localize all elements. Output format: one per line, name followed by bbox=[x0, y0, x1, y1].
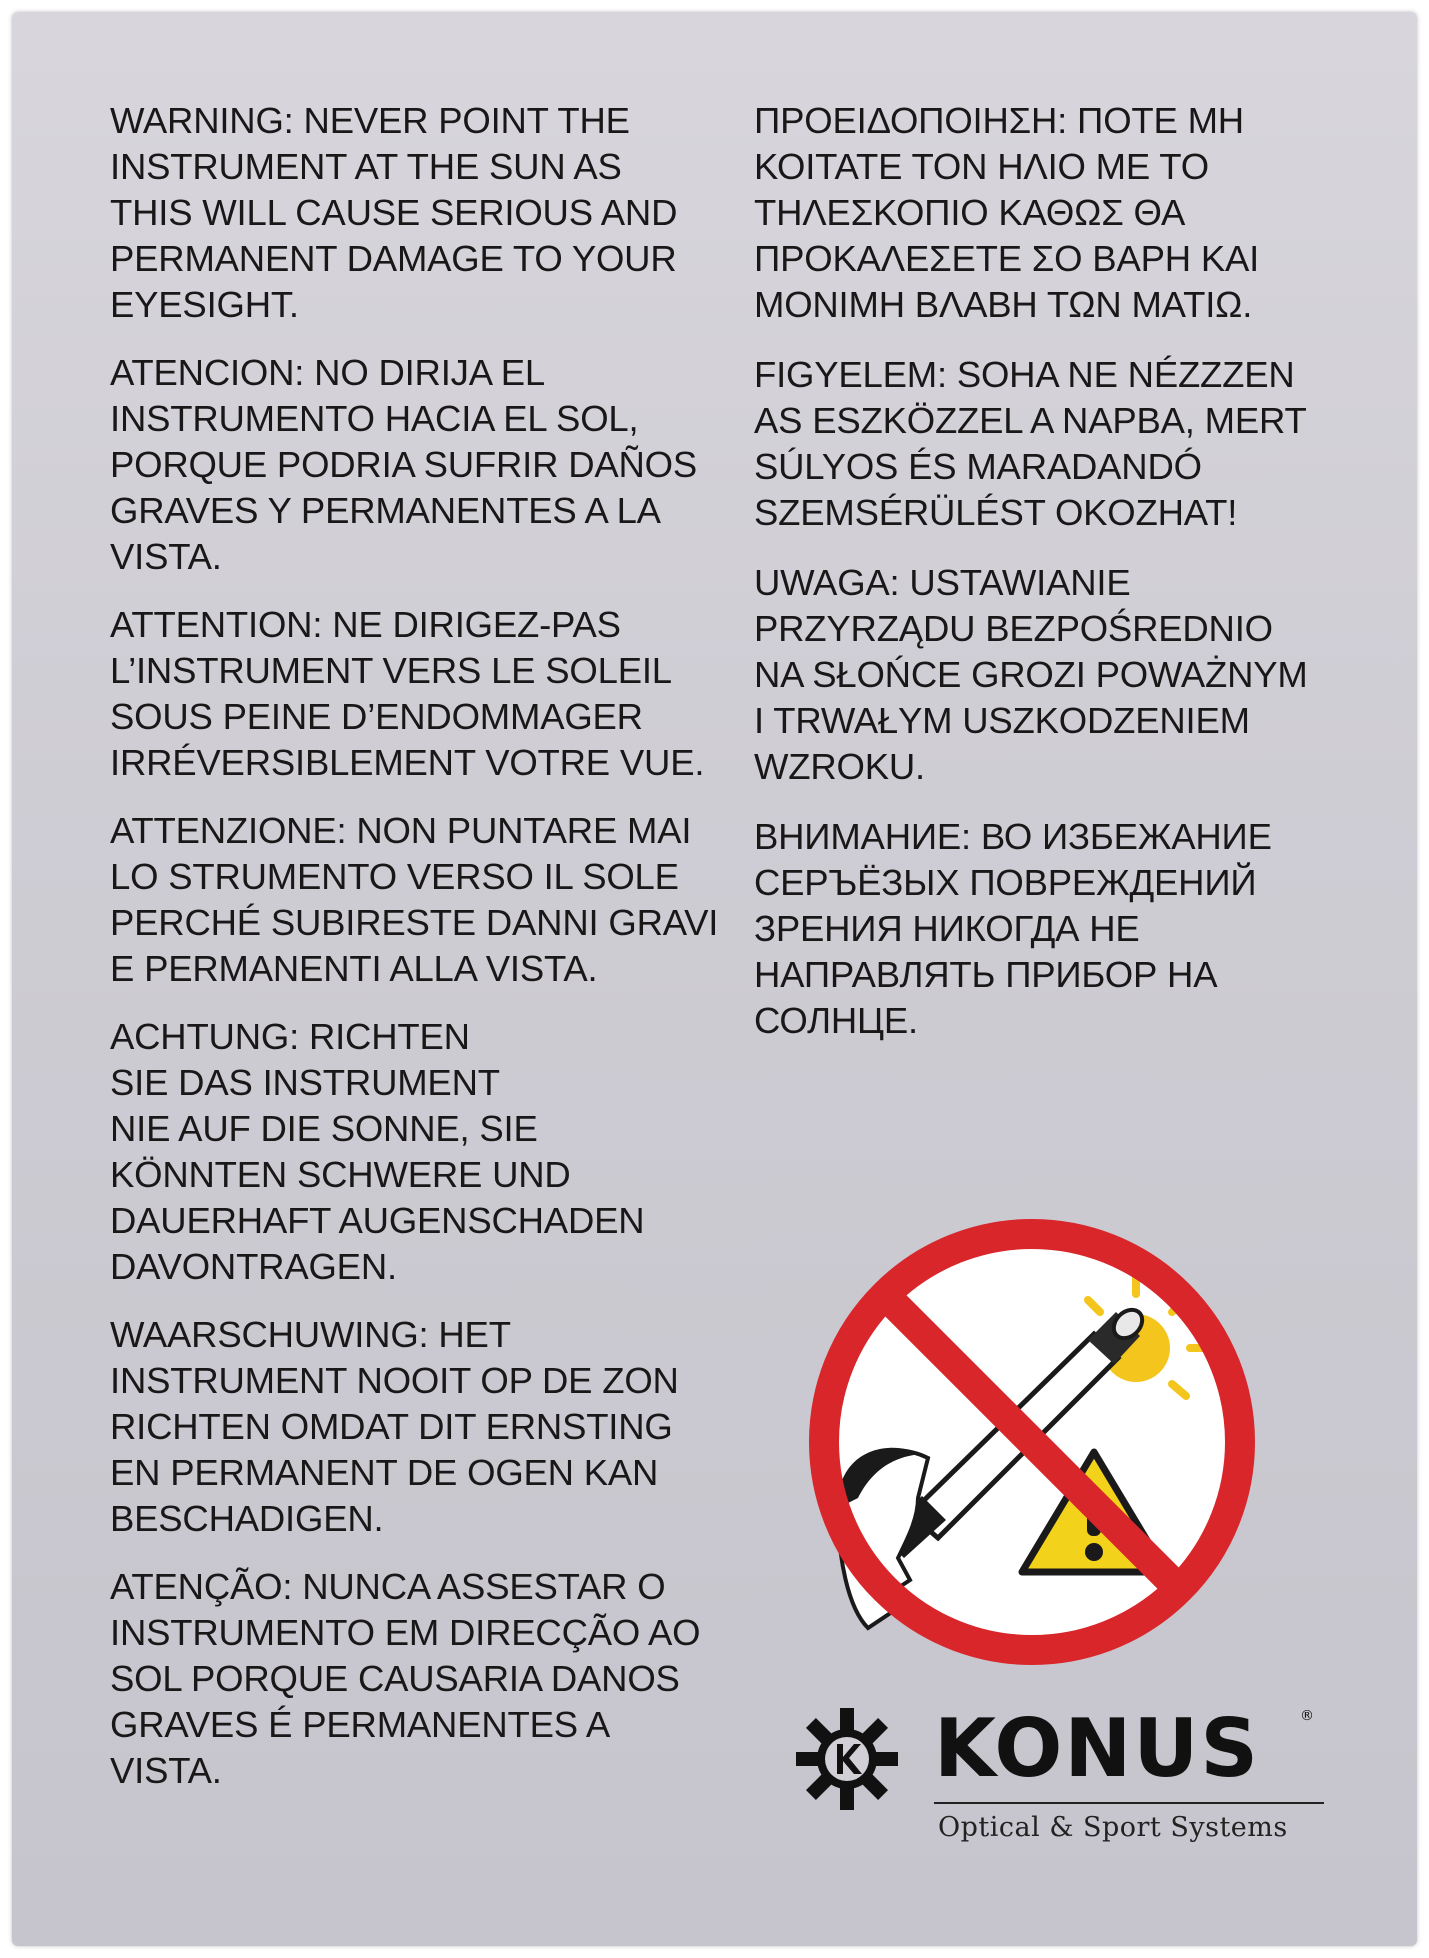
warning-greek: ΠΡΟΕΙΔΟΠΟΙΗΣΗ: ΠΟΤΕ ΜΗ ΚΟΙΤΑΤΕ ΤΟΝ ΗΛΙΟ ΜΕ ΤΟ ΤΗΛΕΣΚΟΠΙΟ ΚΑΘΩΣ ΘΑ ΠΡΟΚΑΛΕΣΕΤΕ ΣΟ ΒΑΡΗ ΚΑΙ ΜΟΝΙΜΗ ΒΛΑΒΗ ΤΩΝ ΜΑΤΙΩ. bbox=[754, 100, 1260, 325]
registered-mark: ® bbox=[1300, 1708, 1314, 1724]
warning-italian: ATTENZIONE: NON PUNTARE MAI LO STRUMENTO VERSO IL SOLE PERCHÉ SUBIRESTE DANNI GRAVI E PERMANENTI ALLA VISTA. bbox=[110, 810, 719, 989]
warning-spanish: ATENCION: NO DIRIJA EL INSTRUMENTO HACIA EL SOL, PORQUE PODRIA SUFRIR DAÑOS GRAVES Y PERMANENTES A LA VISTA. bbox=[110, 352, 697, 577]
konus-logo bbox=[792, 1702, 1372, 1852]
konus-gear-icon bbox=[792, 1704, 902, 1814]
instruction-card bbox=[12, 12, 1417, 1946]
logo-divider bbox=[934, 1802, 1324, 1804]
warnings-left-column bbox=[110, 98, 720, 1816]
brand-name: KONUS bbox=[934, 1702, 1260, 1795]
warning-portuguese: ATENÇÃO: NUNCA ASSESTAR O INSTRUMENTO EM DIRECÇÃO AO SOL PORQUE CAUSARIA DANOS GRAVES É PERMANENTES A VISTA. bbox=[110, 1566, 701, 1791]
warning-hungarian: FIGYELEM: SOHA NE NÉZZZEN AS ESZKÖZZEL A NAPBA, MERT SÚLYOS ÉS MARADANDÓ SZEMSÉRÜLÉST OKOZHAT! bbox=[754, 354, 1307, 533]
warning-english: WARNING: NEVER POINT THE INSTRUMENT AT THE SUN AS THIS WILL CAUSE SERIOUS AND PERMANENT DAMAGE TO YOUR EYESIGHT. bbox=[110, 100, 678, 325]
warnings-right-column bbox=[754, 98, 1374, 1068]
warning-french: ATTENTION: NE DIRIGEZ-PAS L’INSTRUMENT VERS LE SOLEIL SOUS PEINE D’ENDOMMAGER IRRÉVERSIBLEMENT VOTRE VUE. bbox=[110, 604, 705, 783]
warning-dutch: WAARSCHUWING: HET INSTRUMENT NOOIT OP DE ZON RICHTEN OMDAT DIT ERNSTING EN PERMANENT DE OGEN KAN BESCHADIGEN. bbox=[110, 1314, 679, 1539]
warning-russian: ВНИМАНИЕ: ВО ИЗБЕЖАНИЕ СЕРЪЁЗЫХ ПОВРЕЖДЕНИЙ ЗРЕНИЯ НИКОГДА НЕ НАПРАВЛЯТЬ ПРИБОР НА СОЛНЦЕ. bbox=[754, 816, 1272, 1041]
no-sun-viewing-icon bbox=[798, 1208, 1266, 1676]
brand-tagline: Optical & Sport Systems bbox=[938, 1812, 1288, 1843]
warning-german: ACHTUNG: RICHTEN SIE DAS INSTRUMENT NIE AUF DIE SONNE, SIE KÖNNTEN SCHWERE UND DAUERHAFT AUGENSCHADEN DAVONTRAGEN. bbox=[110, 1016, 645, 1287]
warning-polish: UWAGA: USTAWIANIE PRZYRZĄDU BEZPOŚREDNIO NA SŁOŃCE GROZI POWAŻNYM I TRWAŁYM USZKODZENIEM WZROKU. bbox=[754, 562, 1308, 787]
